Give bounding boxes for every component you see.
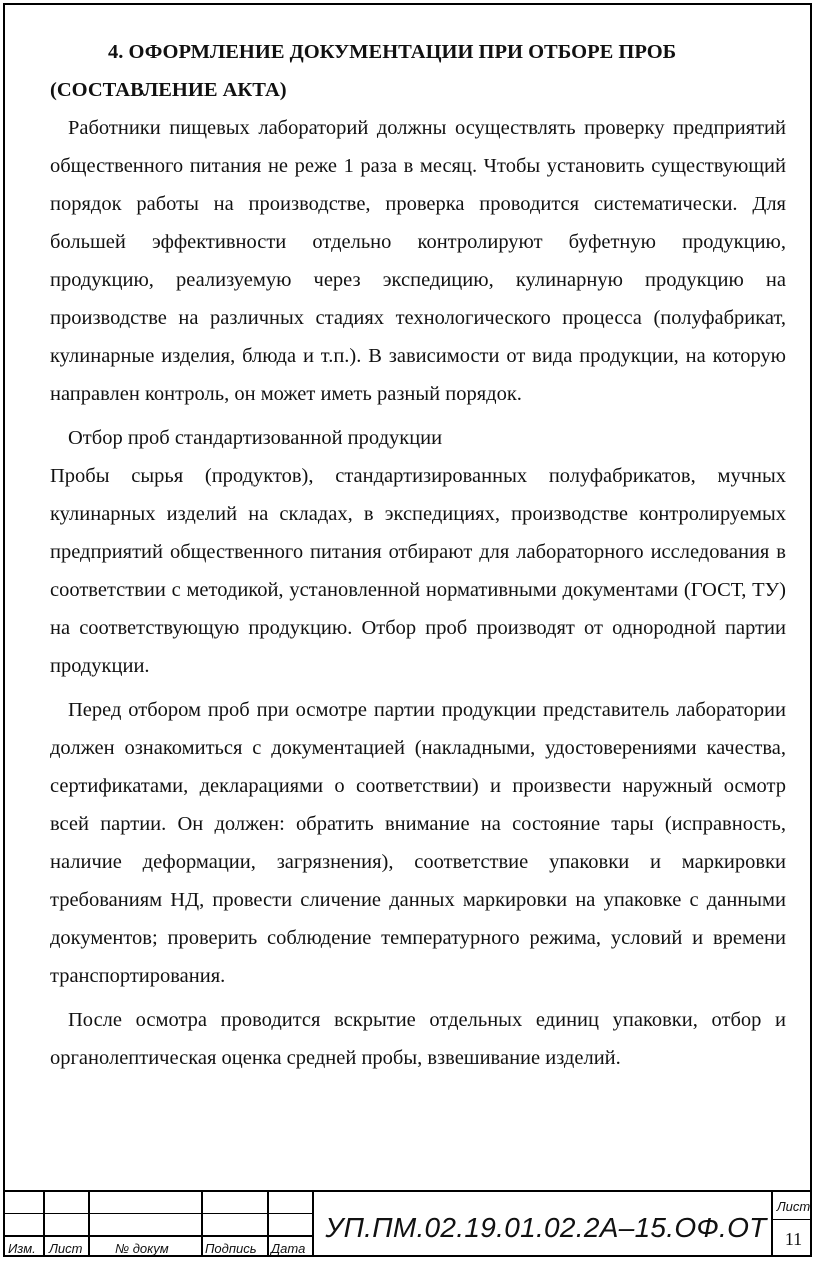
stamp-divider: [312, 1192, 314, 1257]
paragraph-3: Перед отбором проб при осмотре партии продукции представитель лаборатории должен ознакомиться с документацией (накладными, удостоверениями качества, сертификатами, декларациями о соответствии) и произвести наружный осмотр всей партии. Он должен: обратить внимание на состояние тары (исправность, наличие деформации, загрязнения), соответствие упаковки и маркировки требованиям НД, провести сличение данных маркировки на упаковке с данными документов; проверить соблюдение температурного режима, условий и времени транспортирования.: [50, 699, 786, 987]
col-doc-label: № докум: [115, 1241, 169, 1256]
col-list-label: Лист: [49, 1241, 83, 1256]
heading-line-2: (СОСТАВЛЕНИЕ АКТА): [50, 79, 287, 101]
section-heading: [50, 33, 786, 71]
paragraph-2: Пробы сырья (продуктов), стандартизированных полуфабрикатов, мучных кулинарных изделий на складах, в экспедициях, производстве контролируемых предприятий общественного питания отбирают для лабораторного исследования в соответствии с методикой, установленной нормативными документами (ГОСТ, ТУ) на соответствующую продукцию. Отбор проб производят от однородной партии продукции.: [50, 465, 786, 677]
sheet-label: Лист: [776, 1199, 811, 1214]
document-body: [50, 33, 786, 1077]
paragraph-1: Работники пищевых лабораторий должны осуществлять проверку предприятий общественного питания не реже 1 раза в месяц. Чтобы установить существующий порядок работы на производстве, проверка проводится систематически. Для большей эффективности отдельно контролируют буфетную продукцию, продукцию, реализуемую через экспедицию, кулинарную продукцию на производстве на различных стадиях технологического процесса (полуфабрикат, кулинарные изделия, блюда и т.п.). В зависимости от вида продукции, на которую направлен контроль, он может иметь разный порядок.: [50, 117, 786, 405]
section-heading-cont: [50, 71, 786, 109]
document-code: УП.ПМ.02.19.01.02.2А–15.ОФ.ОТ: [325, 1212, 767, 1243]
paragraph-subheading: Отбор проб стандартизованной продукции: [68, 427, 443, 449]
col-sign-label: Подпись: [205, 1241, 257, 1256]
title-block: [3, 1190, 812, 1257]
stamp-row-line: [3, 1235, 314, 1237]
col-date-label: Дата: [271, 1241, 306, 1256]
stamp-row-line: [3, 1213, 314, 1214]
col-izm-label: Изм.: [8, 1241, 36, 1256]
sheet-number: 11: [784, 1229, 803, 1249]
heading-line-1: 4. ОФОРМЛЕНИЕ ДОКУМЕНТАЦИИ ПРИ ОТБОРЕ ПРОБ: [108, 41, 677, 63]
stamp-divider: [771, 1192, 773, 1257]
stamp-divider: [88, 1192, 90, 1257]
stamp-divider: [201, 1192, 203, 1257]
paragraph-4: После осмотра проводится вскрытие отдельных единиц упаковки, отбор и органолептическая оценка средней пробы, взвешивание изделий.: [50, 1009, 786, 1069]
stamp-divider: [267, 1192, 269, 1257]
stamp-divider: [43, 1192, 45, 1257]
sheet-divider: [771, 1219, 812, 1220]
